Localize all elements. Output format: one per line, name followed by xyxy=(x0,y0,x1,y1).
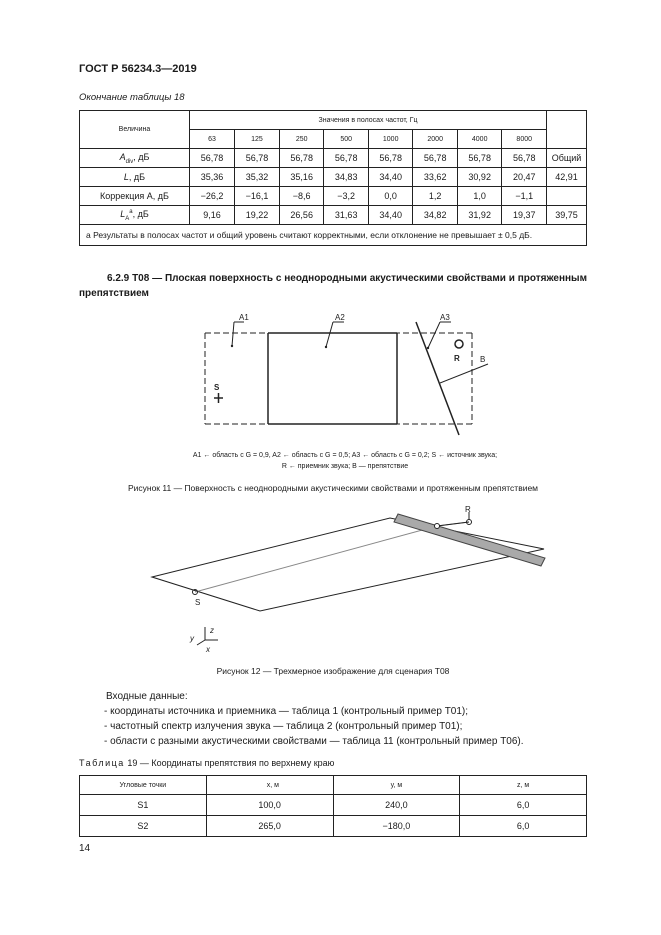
value-cell: 34,40 xyxy=(368,168,413,187)
table-row xyxy=(80,795,587,816)
cell: S2 xyxy=(80,816,207,837)
value-cell: 34,82 xyxy=(413,206,458,225)
value-cell: −1,1 xyxy=(502,187,547,206)
table19-header xyxy=(80,776,587,795)
total-cell: 39,75 xyxy=(547,206,587,225)
label-source: S xyxy=(214,383,220,392)
value-cell: −8,6 xyxy=(279,187,324,206)
figure11-caption: Рисунок 11 — Поверхность с неоднородными акустическими свойствами и протяженным препятствием xyxy=(127,483,539,493)
legend-line-2: R ← приемник звука; B — препятствие xyxy=(281,463,409,470)
value-cell: 31,92 xyxy=(457,206,502,225)
row-label: $A_{div}$, дБ xyxy=(80,149,190,168)
value-cell: 33,62 xyxy=(413,168,458,187)
cell: 6,0 xyxy=(460,816,587,837)
obstacle-wall xyxy=(394,514,545,566)
freq-cell: 500 xyxy=(324,130,369,149)
freq-cell: 1000 xyxy=(368,130,413,149)
value-cell: 30,92 xyxy=(457,168,502,187)
value-cell: 35,32 xyxy=(234,168,279,187)
cell: −180,0 xyxy=(333,816,460,837)
value-cell: 0,0 xyxy=(368,187,413,206)
label-a1: A1 xyxy=(239,313,249,322)
figure12-caption: Рисунок 12 — Трехмерное изображение для сценария T08 xyxy=(216,666,450,676)
value-cell: 56,78 xyxy=(279,149,324,168)
label-receiver: R xyxy=(454,354,460,363)
freq-cell: 2000 xyxy=(413,130,458,149)
cell: S1 xyxy=(80,795,207,816)
input-data-title: Входные данные: xyxy=(106,691,188,702)
cell: 240,0 xyxy=(333,795,460,816)
axis-z: z xyxy=(210,626,214,635)
label-s: S xyxy=(195,598,201,607)
value-cell: 35,36 xyxy=(190,168,235,187)
cell: 100,0 xyxy=(206,795,333,816)
value-cell: 56,78 xyxy=(457,149,502,168)
input-data-list xyxy=(106,689,524,749)
axis-y: y xyxy=(190,634,194,643)
table-row xyxy=(80,816,587,837)
header-cell: x, м xyxy=(206,776,333,795)
freq-cell: 63 xyxy=(190,130,235,149)
value-cell: 20,47 xyxy=(502,168,547,187)
header-cell: z, м xyxy=(460,776,587,795)
axis-x: x xyxy=(206,645,210,654)
freq-cell: 250 xyxy=(279,130,324,149)
value-cell: 56,78 xyxy=(190,149,235,168)
section-heading: 6.2.9 T08 — Плоская поверхность с неоднородными акустическими свойствами и протяженным препятствием xyxy=(79,273,587,299)
value-cell: 9,16 xyxy=(190,206,235,225)
value-cell: 1,2 xyxy=(413,187,458,206)
value-cell: 35,16 xyxy=(279,168,324,187)
freq-header: Значения в полосах частот, Гц xyxy=(190,111,547,130)
table19-caption: Таблица 19 — Координаты препятствия по верхнему краю xyxy=(79,758,335,768)
ground-plane xyxy=(152,518,544,611)
row-label: Коррекция A, дБ xyxy=(80,187,190,206)
value-cell: 56,78 xyxy=(368,149,413,168)
label-a3: A3 xyxy=(440,313,450,322)
value-cell: −3,2 xyxy=(324,187,369,206)
list-item: - области с разными акустическими свойствами — таблица 11 (контрольный пример T06). xyxy=(104,736,524,747)
document-header: ГОСТ Р 56234.3—2019 xyxy=(79,63,197,75)
table18-caption: Окончание таблицы 18 xyxy=(79,92,185,103)
page-number: 14 xyxy=(79,843,91,854)
value-cell: 19,37 xyxy=(502,206,547,225)
total-cell: 42,91 xyxy=(547,168,587,187)
table-19 xyxy=(79,775,587,837)
header-cell: Угловые точки xyxy=(80,776,207,795)
value-cell: 34,83 xyxy=(324,168,369,187)
cell: 265,0 xyxy=(206,816,333,837)
value-cell: 56,78 xyxy=(234,149,279,168)
row-label: $L_A^а$, дБ xyxy=(80,206,190,225)
header-cell: y, м xyxy=(333,776,460,795)
legend-line-1: A1 ← область с G = 0,9, A2 ← область с G = 0,5; A3 ← область с G = 0,2; S ← источник звука; xyxy=(192,452,498,459)
value-cell: 56,78 xyxy=(413,149,458,168)
value-cell: 34,40 xyxy=(368,206,413,225)
total-cell: Общий xyxy=(547,149,587,168)
value-cell: 19,22 xyxy=(234,206,279,225)
label-a2: A2 xyxy=(335,313,345,322)
list-item: - координаты источника и приемника — таблица 1 (контрольный пример T01); xyxy=(104,706,469,717)
value-cell: 56,78 xyxy=(502,149,547,168)
value-cell: 56,78 xyxy=(324,149,369,168)
label-obstacle: B xyxy=(480,355,486,364)
row-label: L, дБ xyxy=(80,168,190,187)
label-r: R xyxy=(465,505,471,514)
col-header-quantity: Величина xyxy=(80,111,190,149)
table18-footnote: а Результаты в полосах частот и общий уровень считают корректными, если отклонение не превышает ± 0,5 дБ. xyxy=(80,225,587,246)
value-cell: −16,1 xyxy=(234,187,279,206)
freq-cell: 125 xyxy=(234,130,279,149)
value-cell: 26,56 xyxy=(279,206,324,225)
value-cell: 1,0 xyxy=(457,187,502,206)
list-item: - частотный спектр излучения звука — таблица 2 (контрольный пример T01); xyxy=(104,721,463,732)
value-cell: −26,2 xyxy=(190,187,235,206)
cell: 6,0 xyxy=(460,795,587,816)
value-cell: 31,63 xyxy=(324,206,369,225)
freq-cell: 4000 xyxy=(457,130,502,149)
freq-cell: 8000 xyxy=(502,130,547,149)
